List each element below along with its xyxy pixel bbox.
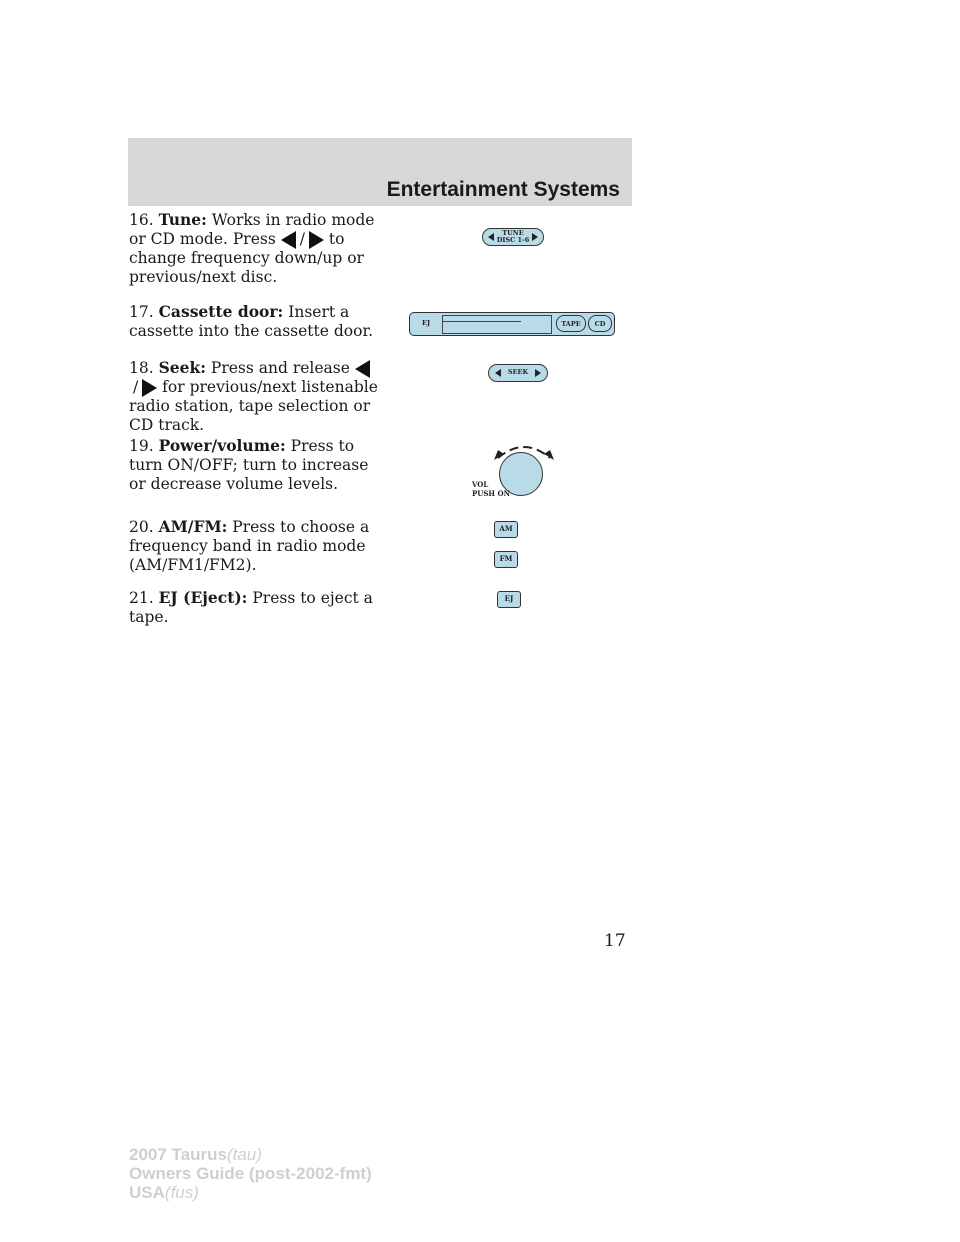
push-on-label: PUSH ON [472, 489, 510, 498]
slash-separator: / [299, 230, 305, 248]
section-header-band [128, 138, 632, 206]
item-label: EJ (Eject): [158, 588, 248, 607]
item-tune [129, 210, 379, 287]
item-text: Press to eject a tape. [129, 589, 373, 626]
item-label: Power/volume: [158, 436, 286, 455]
cassette-slot-inner [443, 321, 521, 333]
page-number: 17 [604, 931, 626, 951]
vol-label: VOL [472, 480, 489, 489]
item-number: 17. [129, 303, 154, 321]
left-arrow-icon [281, 231, 296, 249]
item-text: Press and release [210, 359, 350, 377]
item-eject [129, 588, 379, 627]
cassette-door-figure [409, 312, 615, 336]
item-seek [129, 358, 379, 435]
item-number: 18. [129, 359, 154, 377]
item-text: for previous/next listenable radio station, tape selection or CD track. [129, 378, 378, 434]
item-power-volume [129, 436, 379, 494]
right-arrow-icon [532, 233, 538, 241]
item-number: 21. [129, 589, 154, 607]
left-arrow-icon [355, 360, 370, 378]
cassette-slot [442, 315, 552, 334]
right-arrow-icon [142, 379, 157, 397]
right-arrow-icon [309, 231, 324, 249]
slash-separator: / [133, 378, 139, 396]
footer-market: USA [129, 1183, 165, 1202]
am-button-figure: AM [494, 521, 518, 538]
tune-label: TUNE [502, 229, 524, 237]
item-text: Press to turn ON/OFF; turn to increase or decrease volume levels. [129, 437, 369, 493]
item-am-fm [129, 517, 379, 575]
footer-guide: Owners Guide (post-2002-fmt) [129, 1164, 372, 1183]
item-label: Tune: [158, 210, 207, 229]
eject-button-figure: EJ [497, 591, 521, 608]
footer-market-code: (fus) [164, 1183, 199, 1202]
item-text: Insert a cassette into the cassette door. [129, 303, 374, 340]
section-title: Entertainment Systems [386, 178, 620, 201]
seek-button-figure [488, 364, 548, 382]
item-text: to change frequency down/up or previous/next disc. [129, 230, 364, 286]
cassette-tape-label: TAPE [556, 315, 586, 332]
seek-label: SEEK [507, 368, 529, 376]
item-label: Seek: [158, 358, 206, 377]
item-text: Press to choose a frequency band in radio mode (AM/FM1/FM2). [129, 518, 370, 574]
tune-button-figure [482, 228, 544, 246]
right-arrow-icon [535, 369, 541, 377]
cassette-cd-label: CD [588, 315, 612, 332]
cassette-ej-label: EJ [421, 319, 431, 327]
item-label: AM/FM: [158, 517, 228, 536]
footer-model-code: (tau) [226, 1145, 262, 1164]
item-text: Works in radio mode or CD mode. Press [129, 211, 375, 248]
item-number: 16. [129, 211, 154, 229]
footer-line-1 [129, 1145, 372, 1164]
item-number: 19. [129, 437, 154, 455]
item-cassette-door [129, 302, 379, 341]
item-number: 20. [129, 518, 154, 536]
footer-watermark [129, 1145, 372, 1202]
footer-line-2 [129, 1164, 372, 1183]
disc-label: DISC 1-6 [496, 236, 530, 244]
item-label: Cassette door: [158, 302, 284, 321]
fm-button-figure: FM [494, 551, 518, 568]
footer-line-3 [129, 1183, 372, 1202]
footer-model: 2007 Taurus [129, 1145, 227, 1164]
